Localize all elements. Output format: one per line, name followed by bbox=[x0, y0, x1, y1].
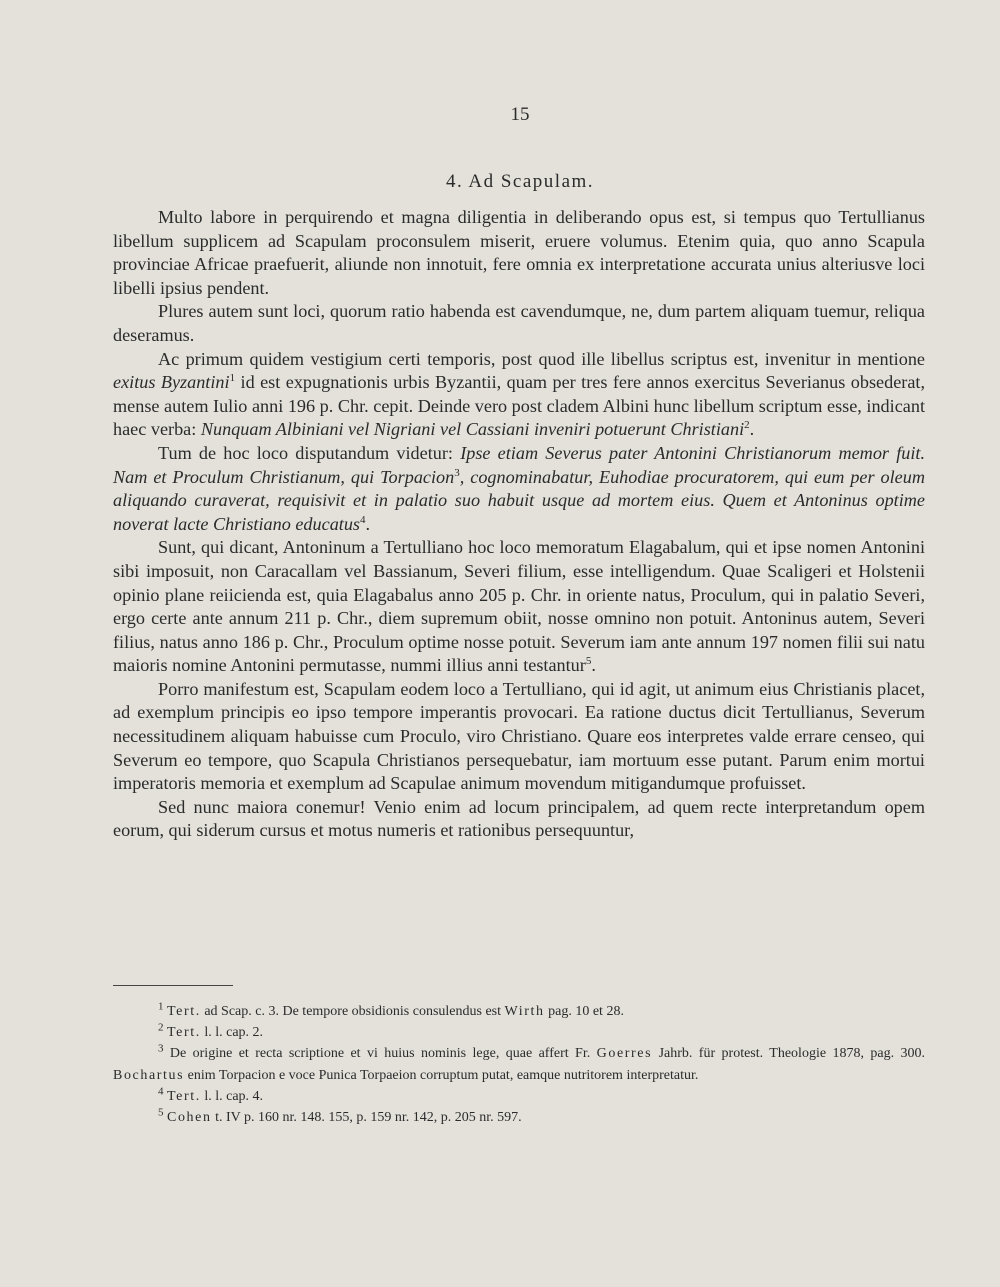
section-heading: 4. Ad Scapulam. bbox=[445, 171, 595, 192]
text-run: . bbox=[365, 513, 371, 534]
text-run: Tum de hoc loco disputandum videtur: bbox=[158, 442, 461, 463]
footnote-author: Tert. bbox=[167, 1004, 201, 1019]
footnote-ref: 4 bbox=[360, 513, 366, 526]
footnote-divider bbox=[113, 985, 233, 986]
footnote-text: t. IV p. 160 nr. 148. 155, p. 159 nr. 142, p. 205 nr. 597. bbox=[211, 1110, 522, 1126]
footnote-2 bbox=[113, 1022, 925, 1043]
text-run: Sunt, qui dicant, Antoninum a Tertulliano hoc loco memoratum Elagabalum, qui et ipse nomen Antonini sibi imposuit, non Caracallam vel Bassianum, Severi filium, esse intelligendum. Quae Scaligeri et Holstenii opinio plane reiicienda est, quia Elagabalus anno 205 p. Chr. in oriente natus, Proculum, qui in palatio Severi, ergo certe ante annum 211 p. Chr., diem supremum obiit, nosse omnino non potuit. Antoninus autem, Severi filius, natus anno 186 p. Chr., Proculum optime nosse potuit. Severum iam ante annum 197 nomen filii sui natu maioris nomine Antonini permutasse, nummi illius anni testantur bbox=[113, 537, 925, 676]
footnote-5 bbox=[113, 1107, 925, 1128]
footnote-author: Tert. bbox=[167, 1025, 201, 1041]
main-text bbox=[113, 206, 925, 843]
footnote-4 bbox=[113, 1086, 925, 1107]
footnote-text: ad Scap. c. 3. De tempore obsidionis consulendus est bbox=[200, 1004, 505, 1019]
footnote-number: 5 bbox=[158, 1106, 164, 1119]
italic-quote: Nunquam Albiniani vel Nigriani vel Cassiani inveniri potuerunt Christiani bbox=[200, 419, 745, 440]
footnote-1 bbox=[113, 1001, 925, 1022]
paragraph-4 bbox=[113, 442, 925, 536]
text-run: . bbox=[591, 655, 596, 676]
footnote-number: 1 bbox=[158, 1000, 164, 1013]
footnote-ref: 1 bbox=[229, 372, 236, 385]
footnote-ref: 2 bbox=[744, 419, 750, 432]
footnote-author: Bochartus bbox=[113, 1067, 185, 1083]
footnotes bbox=[113, 1001, 925, 1128]
paragraph-7: Sed nunc maiora conemur! Venio enim ad locum principalem, ad quem recte interpretandum opem eorum, qui siderum cursus et motus numeris et rationibus persequuntur, bbox=[113, 796, 925, 841]
italic-quote: Ipse etiam Severus pater Antonini Christianorum memor fuit. Nam et Proculum Christianum, qui Torpacion bbox=[113, 442, 925, 487]
page-number: 15 bbox=[510, 104, 530, 125]
footnote-author: Tert. bbox=[167, 1088, 201, 1104]
footnote-author: Cohen bbox=[167, 1110, 212, 1126]
paragraph-5 bbox=[113, 536, 925, 678]
footnote-ref: 3 bbox=[454, 466, 460, 479]
italic-quote: , cognominabatur, Euhodiae procuratorem, qui eum per oleum aliquando curaverat, requisivit et in palatio suo habuit usque ad mortem eius. Quem et Antoninus optime noverat lacte Christiano educatus bbox=[113, 466, 925, 534]
paragraph-6: Porro manifestum est, Scapulam eodem loco a Tertulliano, qui id agit, ut animum eius Christianis placet, ad exemplum principis eo ipso tempore imperantis provocari. Ea ratione ductus dicit Tertullianus, Severum necessitudinem aliquam habuisse cum Proculo, viro Christiano. Quare eos interpretes valde errare censeo, qui Severum eo tempore, quo Scapula Christianos persequebatur, iam mortuum esse putant. Parum enim mortui imperatoris memoria et exemplum ad Scapulae animum movendum mitigandumque profuisset. bbox=[113, 678, 925, 794]
footnote-text: l. l. cap. 2. bbox=[200, 1025, 264, 1041]
footnote-text: De origine et recta scriptione et vi huius nominis lege, quae affert Fr. bbox=[163, 1046, 597, 1062]
footnote-text: pag. 10 et 28. bbox=[544, 1004, 624, 1019]
footnote-number: 3 bbox=[158, 1042, 164, 1055]
footnote-text: Jahrb. für protest. Theologie 1878, pag. 300. bbox=[652, 1046, 925, 1062]
footnote-text: enim Torpacion e voce Punica Torpaeion corruptum putat, eamque nutritorem interpretatur. bbox=[184, 1067, 699, 1083]
footnote-ref: 5 bbox=[585, 655, 592, 668]
text-run: Ac primum quidem vestigium certi temporis, post quod ille libellus scriptus est, invenitur in mentione bbox=[158, 348, 925, 369]
text-run: . bbox=[749, 419, 755, 440]
paragraph-2: Plures autem sunt loci, quorum ratio habenda est cavendumque, ne, dum partem aliquam tuemur, reliqua deseramus. bbox=[113, 301, 925, 345]
footnote-author: Wirth bbox=[504, 1004, 545, 1019]
text-run: id est expugnationis urbis Byzantii, quam per tres fere annos exercitus Severianus obsederat, mense autem Iulio anni 196 p. Chr. cepit. Deinde vero post cladem Albini hunc libellum scriptum esse, indicant haec verba: bbox=[113, 372, 926, 440]
footnote-number: 4 bbox=[158, 1085, 164, 1098]
paragraph-1: Multo labore in perquirendo et magna diligentia in deliberando opus est, si tempus quo Tertullianus libellum supplicem ad Scapulam proconsulem miserit, eruere volumus. Etenim quia, quo anno Scapula provinciae Africae praefuerit, aliunde non innotuit, fere omnia ex interpretatione accurata unius alteriusve loci libelli ipsius pendent. bbox=[113, 207, 925, 298]
footnote-3 bbox=[113, 1043, 925, 1085]
italic-quote: exitus Byzantini bbox=[113, 372, 230, 393]
footnote-number: 2 bbox=[158, 1021, 164, 1034]
footnote-author: Goerres bbox=[596, 1046, 653, 1062]
paragraph-3 bbox=[113, 348, 925, 442]
footnote-text: l. l. cap. 4. bbox=[200, 1088, 264, 1104]
